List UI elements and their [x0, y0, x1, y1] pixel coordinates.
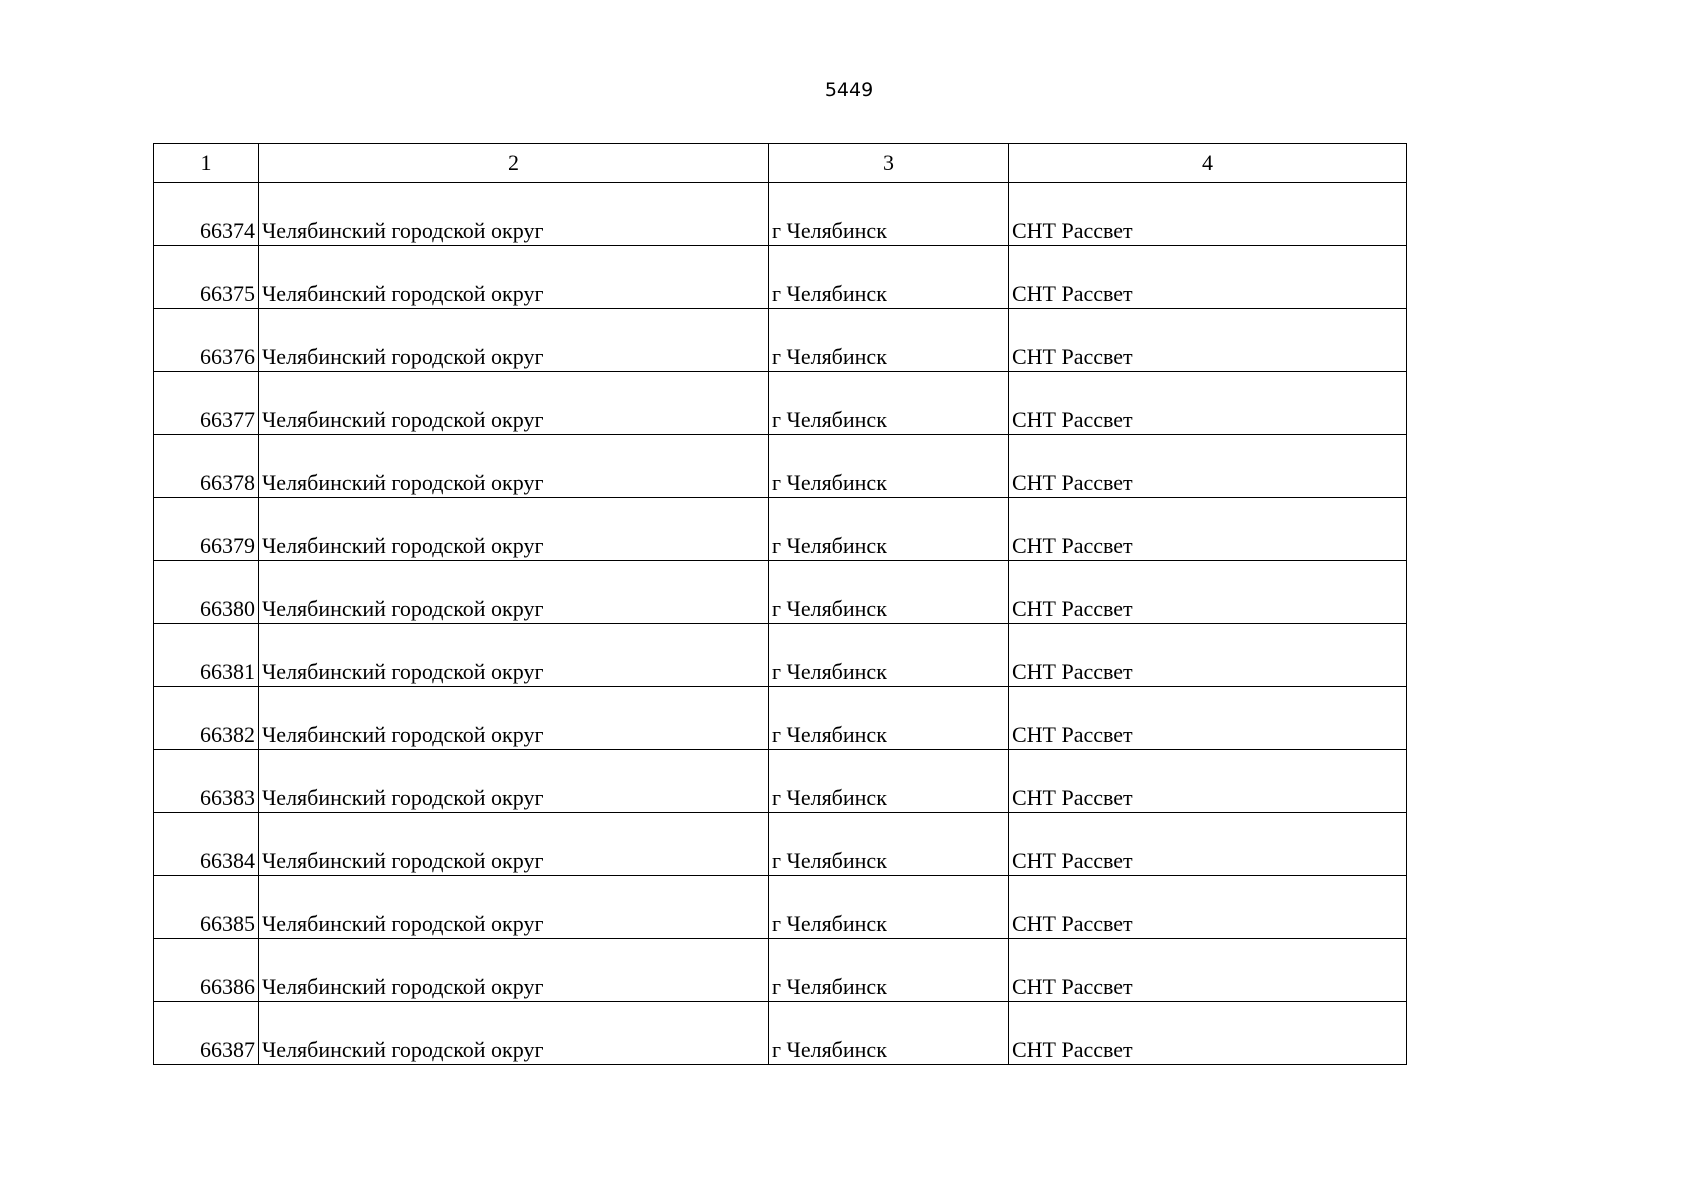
table-row — [154, 183, 1407, 246]
table-row — [154, 624, 1407, 687]
header-row — [154, 144, 1407, 183]
table-row — [154, 372, 1407, 435]
municipal-district: Челябинский городской округ — [259, 372, 769, 435]
settlement: г Челябинск — [769, 750, 1009, 813]
settlement: г Челябинск — [769, 687, 1009, 750]
settlement: г Челябинск — [769, 435, 1009, 498]
locality: СНТ Рассвет — [1009, 1002, 1407, 1065]
row-number: 66378 — [154, 435, 259, 498]
municipal-district: Челябинский городской округ — [259, 876, 769, 939]
row-number: 66382 — [154, 687, 259, 750]
column-header-2: 2 — [259, 144, 769, 183]
settlement: г Челябинск — [769, 183, 1009, 246]
table-row — [154, 876, 1407, 939]
settlement: г Челябинск — [769, 309, 1009, 372]
settlement: г Челябинск — [769, 246, 1009, 309]
row-number: 66374 — [154, 183, 259, 246]
settlement: г Челябинск — [769, 876, 1009, 939]
municipal-district: Челябинский городской округ — [259, 309, 769, 372]
row-number: 66386 — [154, 939, 259, 1002]
municipal-district: Челябинский городской округ — [259, 813, 769, 876]
row-number: 66383 — [154, 750, 259, 813]
settlement: г Челябинск — [769, 372, 1009, 435]
municipal-district: Челябинский городской округ — [259, 750, 769, 813]
row-number: 66377 — [154, 372, 259, 435]
table-row — [154, 309, 1407, 372]
table-row — [154, 246, 1407, 309]
municipal-district: Челябинский городской округ — [259, 246, 769, 309]
row-number: 66387 — [154, 1002, 259, 1065]
municipal-district: Челябинский городской округ — [259, 1002, 769, 1065]
page-number: 5449 — [824, 79, 874, 101]
row-number: 66384 — [154, 813, 259, 876]
row-number: 66379 — [154, 498, 259, 561]
settlement: г Челябинск — [769, 561, 1009, 624]
table-row — [154, 435, 1407, 498]
table-row — [154, 561, 1407, 624]
locality: СНТ Рассвет — [1009, 435, 1407, 498]
municipal-district: Челябинский городской округ — [259, 498, 769, 561]
locality: СНТ Рассвет — [1009, 498, 1407, 561]
locality: СНТ Рассвет — [1009, 813, 1407, 876]
municipal-district: Челябинский городской округ — [259, 435, 769, 498]
settlement: г Челябинск — [769, 624, 1009, 687]
column-header-3: 3 — [769, 144, 1009, 183]
settlement: г Челябинск — [769, 1002, 1009, 1065]
table-row — [154, 750, 1407, 813]
column-header-1: 1 — [154, 144, 259, 183]
locality: СНТ Рассвет — [1009, 687, 1407, 750]
locality: СНТ Рассвет — [1009, 561, 1407, 624]
row-number: 66381 — [154, 624, 259, 687]
row-number: 66376 — [154, 309, 259, 372]
settlement: г Челябинск — [769, 498, 1009, 561]
table-row — [154, 498, 1407, 561]
table-row — [154, 939, 1407, 1002]
settlement: г Челябинск — [769, 939, 1009, 1002]
municipal-district: Челябинский городской округ — [259, 939, 769, 1002]
table-row — [154, 813, 1407, 876]
table-header — [154, 144, 1407, 183]
settlement: г Челябинск — [769, 813, 1009, 876]
locality: СНТ Рассвет — [1009, 624, 1407, 687]
table-row — [154, 687, 1407, 750]
municipal-district: Челябинский городской округ — [259, 624, 769, 687]
locality: СНТ Рассвет — [1009, 372, 1407, 435]
table-body — [154, 183, 1407, 1065]
locality: СНТ Рассвет — [1009, 750, 1407, 813]
row-number: 66385 — [154, 876, 259, 939]
column-header-4: 4 — [1009, 144, 1407, 183]
locality: СНТ Рассвет — [1009, 939, 1407, 1002]
table-row — [154, 1002, 1407, 1065]
locality: СНТ Рассвет — [1009, 183, 1407, 246]
row-number: 66375 — [154, 246, 259, 309]
locality: СНТ Рассвет — [1009, 876, 1407, 939]
locality: СНТ Рассвет — [1009, 309, 1407, 372]
locality: СНТ Рассвет — [1009, 246, 1407, 309]
municipal-district: Челябинский городской округ — [259, 561, 769, 624]
municipal-district: Челябинский городской округ — [259, 687, 769, 750]
registry-table — [153, 143, 1407, 1065]
row-number: 66380 — [154, 561, 259, 624]
municipal-district: Челябинский городской округ — [259, 183, 769, 246]
